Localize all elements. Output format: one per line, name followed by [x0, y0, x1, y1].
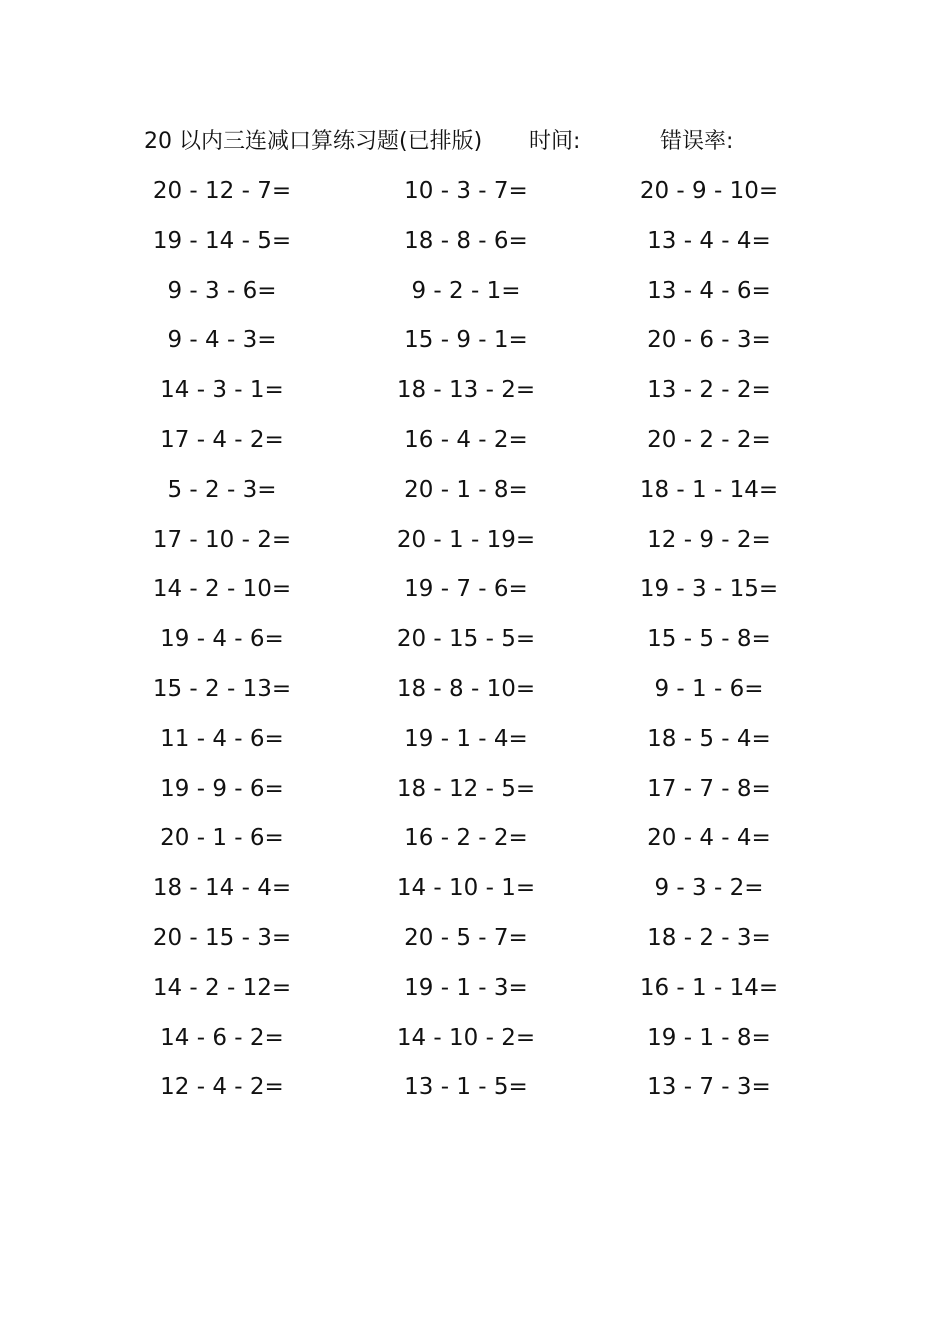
- problem-row: [0, 671, 950, 721]
- problem-cell: 9 - 4 - 3=: [167, 327, 277, 354]
- problem-cell: 16 - 2 - 2=: [404, 825, 528, 852]
- problem-cell: 14 - 6 - 2=: [160, 1024, 284, 1051]
- problem-cell: 14 - 10 - 2=: [396, 1024, 536, 1051]
- problem-cell: 20 - 15 - 3=: [152, 924, 292, 951]
- problem-row: [0, 970, 950, 1020]
- problem-cell: 14 - 2 - 10=: [152, 576, 292, 603]
- problem-cell: 14 - 10 - 1=: [396, 875, 536, 902]
- problem-row: [0, 1069, 950, 1119]
- problem-cell: 20 - 4 - 4=: [647, 825, 771, 852]
- problem-row: [0, 472, 950, 522]
- problem-cell: 19 - 7 - 6=: [404, 576, 528, 603]
- problem-cell: 13 - 1 - 5=: [404, 1074, 528, 1101]
- problem-row: [0, 522, 950, 572]
- problem-row: [0, 173, 950, 223]
- problem-cell: 14 - 2 - 12=: [152, 974, 292, 1001]
- problem-cell: 17 - 10 - 2=: [152, 526, 292, 553]
- problem-cell: 17 - 4 - 2=: [160, 426, 284, 453]
- problem-cell: 20 - 1 - 8=: [404, 476, 528, 503]
- problem-row: [0, 771, 950, 821]
- problem-cell: 12 - 9 - 2=: [647, 526, 771, 553]
- problem-row: [0, 870, 950, 920]
- problem-row: [0, 372, 950, 422]
- problem-row: [0, 920, 950, 970]
- problem-cell: 19 - 14 - 5=: [152, 227, 292, 254]
- problem-cell: 20 - 9 - 10=: [639, 178, 779, 204]
- problem-row: [0, 820, 950, 870]
- problem-cell: 15 - 2 - 13=: [152, 675, 292, 702]
- problem-cell: 20 - 5 - 7=: [404, 924, 528, 951]
- problem-cell: 14 - 3 - 1=: [160, 377, 284, 404]
- problem-row: [0, 621, 950, 671]
- problem-cell: 20 - 15 - 5=: [396, 626, 536, 653]
- problem-cell: 19 - 1 - 8=: [647, 1024, 771, 1051]
- problem-cell: 13 - 7 - 3=: [647, 1074, 771, 1101]
- problem-cell: 19 - 9 - 6=: [160, 775, 284, 802]
- problem-cell: 19 - 1 - 4=: [404, 725, 528, 752]
- problem-cell: 17 - 7 - 8=: [647, 775, 771, 802]
- problem-cell: 9 - 3 - 6=: [167, 277, 277, 304]
- problem-cell: 16 - 4 - 2=: [404, 426, 528, 453]
- problem-cell: 18 - 1 - 14=: [639, 476, 779, 503]
- problem-cell: 19 - 3 - 15=: [639, 576, 779, 603]
- worksheet-title: 20 以内三连减口算练习题(已排版): [144, 129, 483, 154]
- problem-cell: 18 - 14 - 4=: [152, 875, 292, 902]
- problem-cell: 20 - 6 - 3=: [647, 327, 771, 354]
- problem-cell: 11 - 4 - 6=: [160, 725, 284, 752]
- problem-cell: 18 - 13 - 2=: [396, 377, 536, 404]
- problem-cell: 10 - 3 - 7=: [404, 178, 528, 204]
- time-label: 时间:: [529, 129, 581, 154]
- problem-cell: 19 - 4 - 6=: [160, 626, 284, 653]
- problem-cell: 9 - 2 - 1=: [411, 277, 521, 304]
- problem-cell: 15 - 5 - 8=: [647, 626, 771, 653]
- problem-row: [0, 721, 950, 771]
- problem-grid: [0, 173, 950, 1119]
- problem-row: [0, 1020, 950, 1070]
- problem-row: [0, 571, 950, 621]
- problem-cell: 9 - 1 - 6=: [654, 675, 764, 702]
- problem-cell: 18 - 12 - 5=: [396, 775, 536, 802]
- problem-cell: 16 - 1 - 14=: [639, 974, 779, 1001]
- problem-cell: 18 - 8 - 6=: [404, 227, 528, 254]
- problem-cell: 5 - 2 - 3=: [167, 476, 277, 503]
- problem-cell: 18 - 2 - 3=: [647, 924, 771, 951]
- problem-row: [0, 322, 950, 372]
- problem-cell: 18 - 8 - 10=: [396, 675, 536, 702]
- problem-cell: 13 - 2 - 2=: [647, 377, 771, 404]
- problem-cell: 15 - 9 - 1=: [404, 327, 528, 354]
- problem-cell: 9 - 3 - 2=: [654, 875, 764, 902]
- problem-cell: 20 - 2 - 2=: [647, 426, 771, 453]
- problem-row: [0, 422, 950, 472]
- problem-cell: 20 - 1 - 6=: [160, 825, 284, 852]
- problem-cell: 19 - 1 - 3=: [404, 974, 528, 1001]
- problem-cell: 20 - 12 - 7=: [152, 178, 292, 204]
- problem-cell: 13 - 4 - 6=: [647, 277, 771, 304]
- problem-cell: 13 - 4 - 4=: [647, 227, 771, 254]
- problem-row: [0, 223, 950, 273]
- problem-row: [0, 273, 950, 323]
- problem-cell: 12 - 4 - 2=: [160, 1074, 284, 1101]
- problem-cell: 20 - 1 - 19=: [396, 526, 536, 553]
- error-rate-label: 错误率:: [660, 129, 734, 154]
- problem-cell: 18 - 5 - 4=: [647, 725, 771, 752]
